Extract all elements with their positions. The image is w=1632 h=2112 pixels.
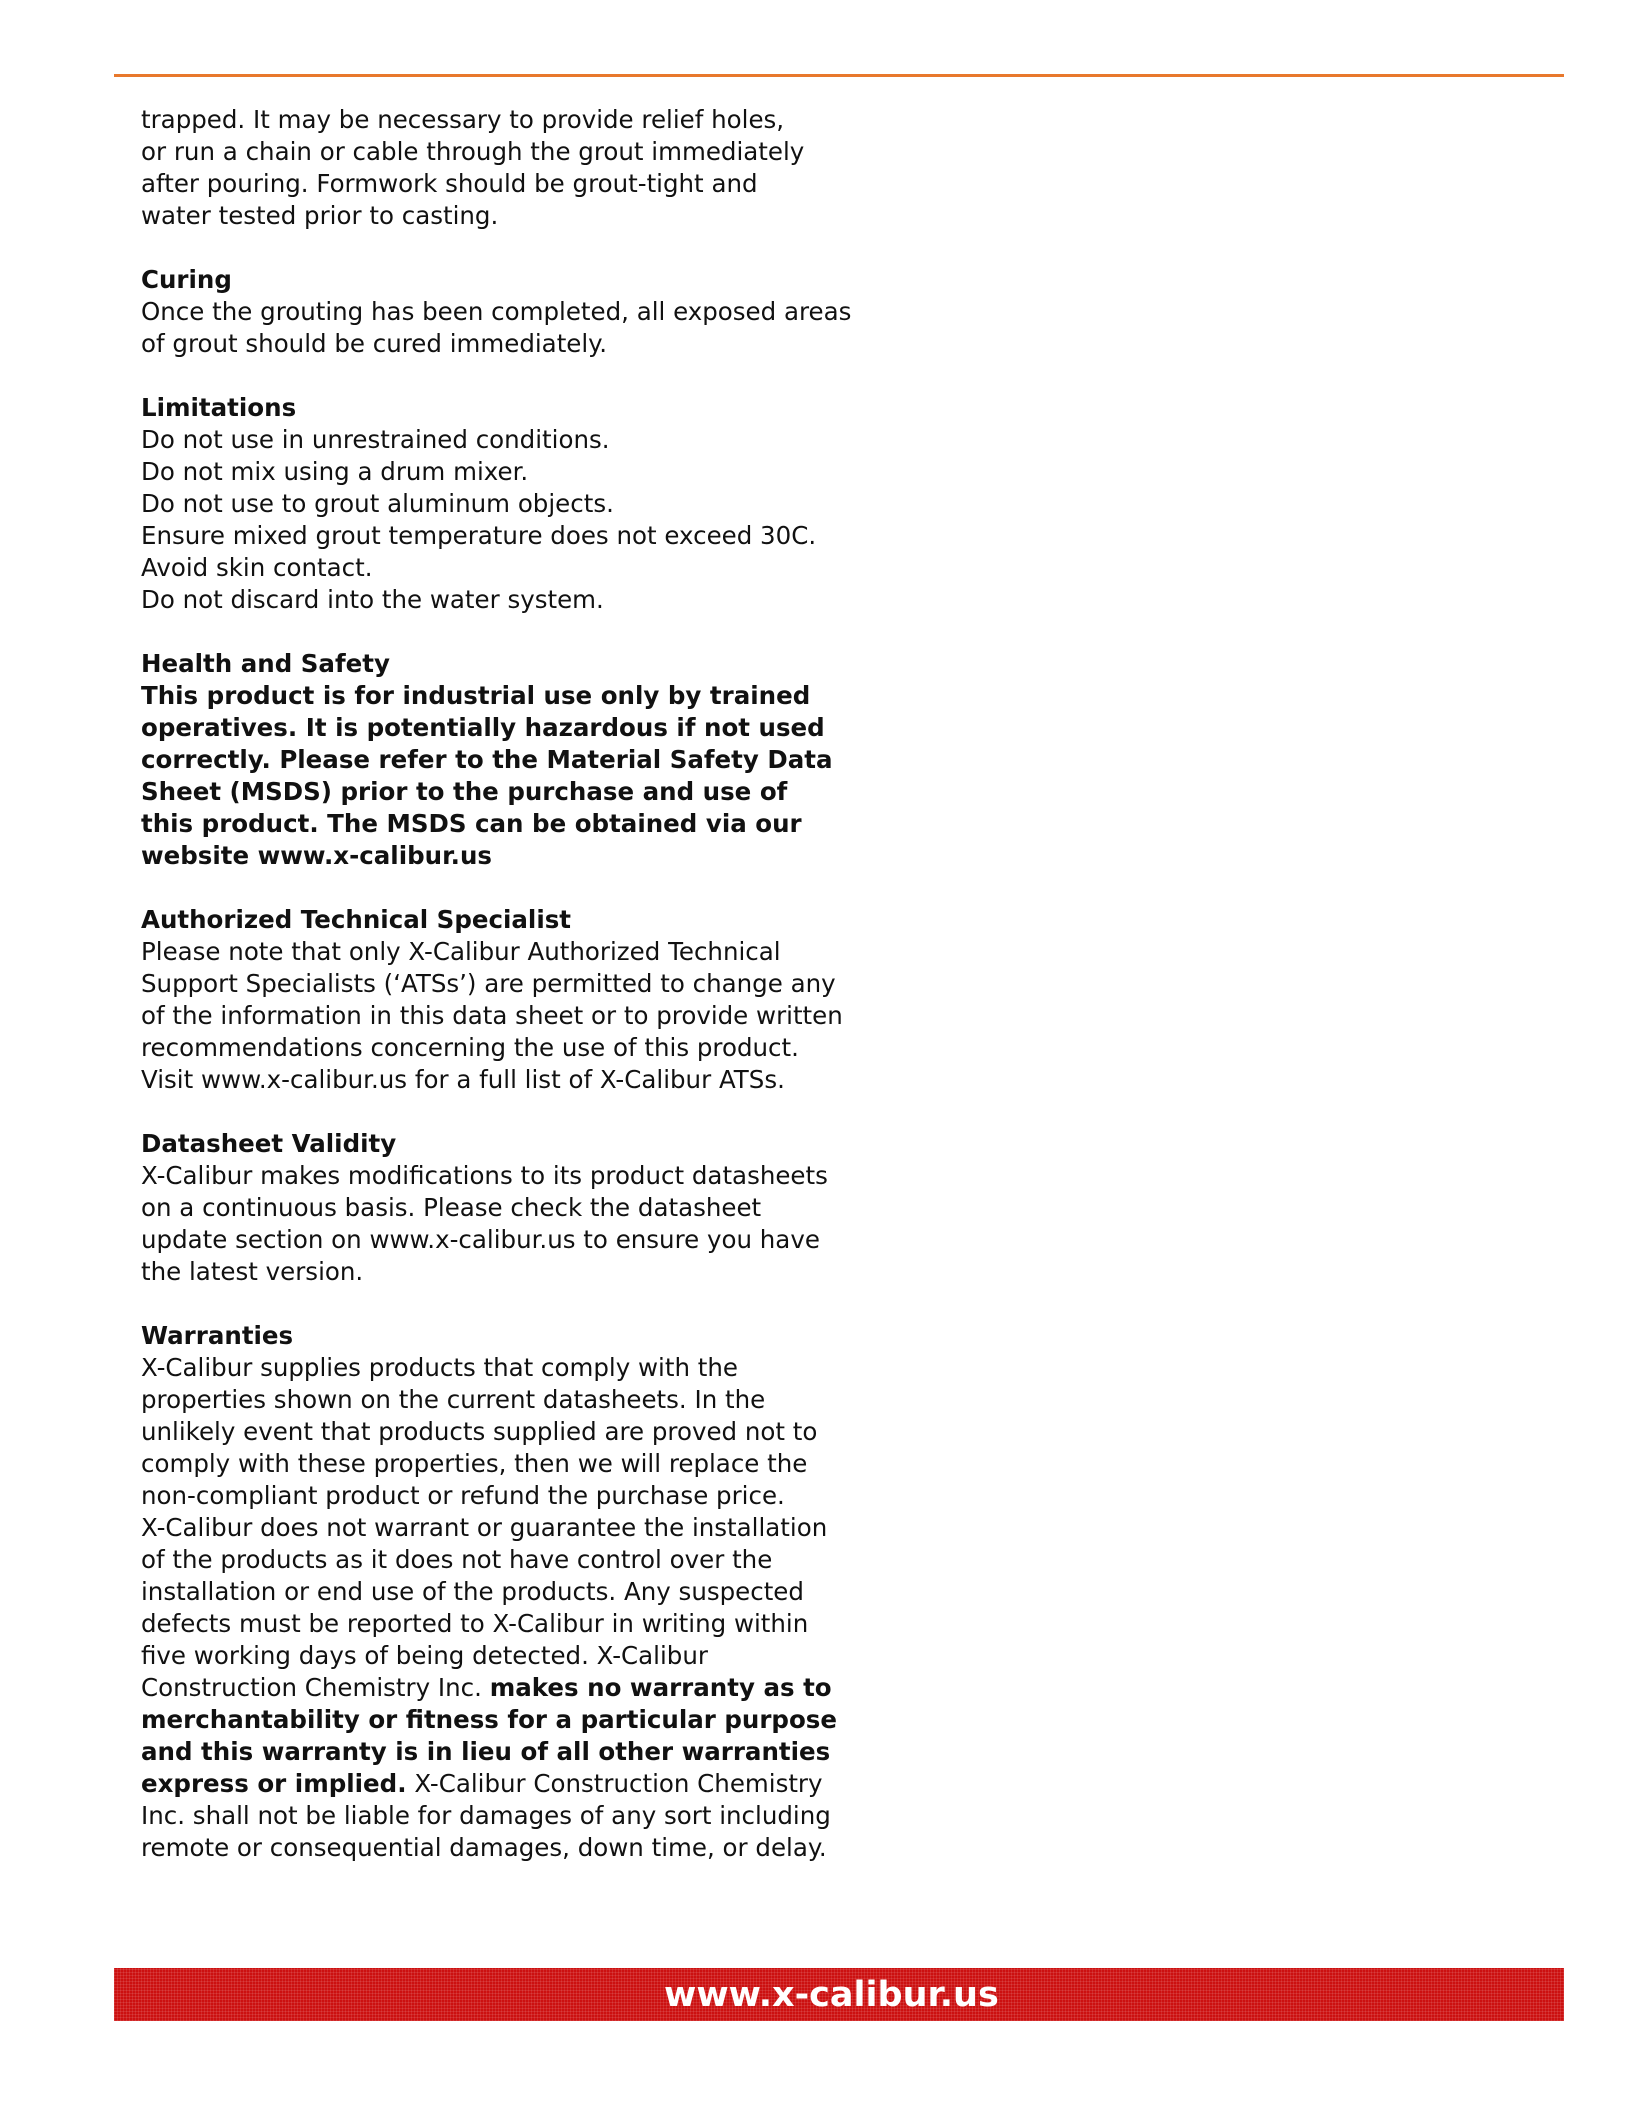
body-text-line: Avoid skin contact. [141,553,373,582]
body-text-line: X-Calibur does not warrant or guarantee the installation [141,1513,828,1542]
body-text-line: of the information in this data sheet or to provide written [141,1001,843,1030]
plain-text-run: Construction Chemistry Inc. [141,1673,490,1702]
bold-text-run: express or implied. [141,1769,407,1798]
body-text-line: five working days of being detected. X-Calibur [141,1641,708,1670]
warranties-section [141,1320,841,1864]
body-text-line: Do not discard into the water system. [141,585,604,614]
body-text-line: X-Calibur makes modifications to its product datasheets [141,1161,828,1190]
body-text-line: remote or consequential damages, down time, or delay. [141,1833,827,1862]
warning-text-line: this product. The MSDS can be obtained via our [141,809,802,838]
intro-section [141,104,841,232]
bold-text-line: and this warranty is in lieu of all other warranties [141,1737,831,1766]
body-text-line: installation or end use of the products. Any suspected [141,1577,804,1606]
section-heading: Curing [141,265,232,294]
warning-text-line: website www.x-calibur.us [141,841,492,870]
validity-section [141,1128,841,1288]
header-rule [114,74,1564,77]
mixed-text-line [141,1672,841,1704]
body-text-line: Do not use to grout aluminum objects. [141,489,614,518]
warning-text-line: correctly. Please refer to the Material Safety Data [141,745,833,774]
warning-text-line: This product is for industrial use only by trained [141,681,811,710]
health-safety-section [141,648,841,872]
body-text-line: Do not use in unrestrained conditions. [141,425,610,454]
section-gap [141,1288,841,1320]
warning-text-line: Sheet (MSDS) prior to the purchase and use of [141,777,788,806]
section-heading: Datasheet Validity [141,1129,397,1158]
body-text-line: Do not mix using a drum mixer. [141,457,529,486]
body-text-line: Visit www.x-calibur.us for a full list of X-Calibur ATSs. [141,1065,785,1094]
body-text-line: trapped. It may be necessary to provide relief holes, [141,105,785,134]
body-text-line: after pouring. Formwork should be grout-tight and [141,169,758,198]
body-text-line: Support Specialists (‘ATSs’) are permitted to change any [141,969,836,998]
plain-text-run: X-Calibur Construction Chemistry [406,1769,823,1798]
body-text-line: of the products as it does not have control over the [141,1545,773,1574]
bold-text-line: merchantability or fitness for a particular purpose [141,1705,837,1734]
section-gap [141,232,841,264]
bold-text-run: makes no warranty as to [489,1673,832,1702]
body-text-line: update section on www.x-calibur.us to ensure you have [141,1225,820,1254]
curing-section [141,264,852,360]
body-text-line: X-Calibur supplies products that comply with the [141,1353,738,1382]
mixed-text-line [141,1768,841,1800]
body-text-line: unlikely event that products supplied are proved not to [141,1417,818,1446]
body-text-line: properties shown on the current datasheets. In the [141,1385,766,1414]
body-text-line: Once the grouting has been completed, all exposed areas [141,297,852,326]
specialist-section [141,904,841,1096]
body-text-line: comply with these properties, then we will replace the [141,1449,808,1478]
body-text-line: of grout should be cured immediately. [141,329,607,358]
warning-text-line: operatives. It is potentially hazardous if not used [141,713,825,742]
section-gap [141,360,841,392]
body-text-line: or run a chain or cable through the grout immediately [141,137,805,166]
section-heading: Authorized Technical Specialist [141,905,572,934]
section-gap [141,616,841,648]
body-text-line: on a continuous basis. Please check the datasheet [141,1193,762,1222]
limitations-section [141,392,841,616]
footer-website-link[interactable]: www.x-calibur.us [664,1975,999,2015]
section-heading: Health and Safety [141,649,390,678]
section-gap [141,1096,841,1128]
body-text-line: water tested prior to casting. [141,201,499,230]
body-text-line: recommendations concerning the use of this product. [141,1033,799,1062]
body-text-line: the latest version. [141,1257,364,1286]
body-text-line: non-compliant product or refund the purchase price. [141,1481,785,1510]
body-text-line: Please note that only X-Calibur Authorized Technical [141,937,781,966]
document-body [141,104,852,1864]
section-heading: Warranties [141,1321,294,1350]
body-text-line: Ensure mixed grout temperature does not exceed 30C. [141,521,817,550]
body-text-line: defects must be reported to X-Calibur in writing within [141,1609,809,1638]
section-gap [141,872,841,904]
body-text-line: Inc. shall not be liable for damages of any sort including [141,1801,831,1830]
section-heading: Limitations [141,393,297,422]
